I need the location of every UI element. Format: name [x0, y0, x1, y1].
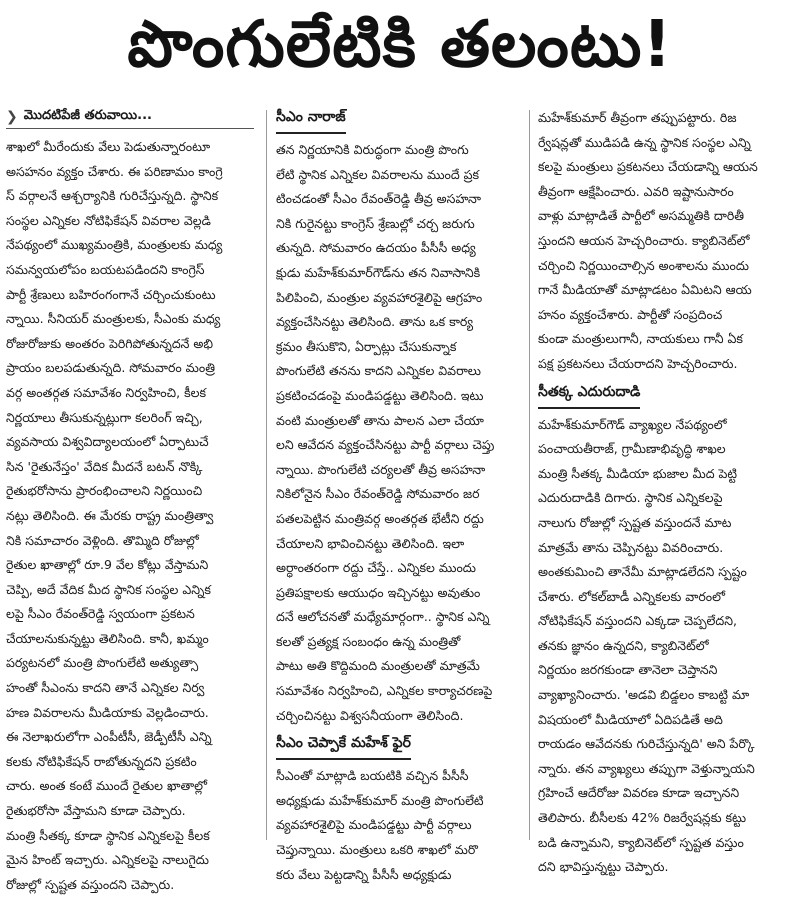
article-line: గానే మీడియాతో మాట్లాడటం ఏమిటని ఆయ — [538, 282, 752, 298]
article-line: ఈ నెలాఖరులోగా ఎంపీటీసీ, జెడ్పీటీసీ ఎన్ని — [6, 729, 212, 745]
article-line: ప్రాయం బలపడుతున్నది. సోమవారం మంత్రి — [6, 360, 216, 376]
article-line: హణ వివరాలను మీడియాకు వెల్లడించారు. — [6, 704, 209, 720]
article-line: వ్యవహారశైలిపై మండిపడ్డట్టు పార్టీ వర్గాలు — [276, 817, 472, 833]
article-line: సీఎంతో మాట్లాడి బయటికి వచ్చిన పీసీసీ — [276, 768, 469, 784]
article-line: దనే ఆలోచనతో మధ్యేమార్గంగా.. స్థానిక ఎన్ని — [276, 609, 490, 625]
article-line: మాత్రమే తాను చెప్పినట్టు వివరించారు. — [538, 539, 724, 555]
article-line: క్రమం తీసుకొని, ఏర్పాట్లు చేసుకున్నాక — [276, 338, 457, 354]
column-3-body-b — [538, 413, 794, 880]
article-line: కలతో ప్రత్యక్ష సంబంధం ఉన్న మంత్రితో — [276, 633, 461, 649]
article-line: న్నాయి. సీనియర్ మంత్రులకు, సీఎంకు మధ్య — [6, 311, 221, 327]
article-line: అర్ధాంతరంగా రద్దు చేస్తే.. ఎన్నికల ముందు — [276, 560, 476, 576]
article-line: మంత్రి సీతక్క మీడియా భుజాల మీద పెట్టి — [538, 465, 738, 481]
article-line: సిన 'రైతునేస్తం' వేదిక మీదనే బటన్ నొక్కి — [6, 458, 203, 474]
article-line: వ్యక్తంచేసినట్టు తెలిసింది. తాను ఒక కార్య — [276, 314, 474, 330]
article-line: రైతుభరోసా వేస్తామని కూడా చెప్పారు. — [6, 803, 186, 819]
article-line: సమావేశం నిర్వహించి, ఎన్నికల కార్యాచరణపై — [276, 683, 493, 699]
article-line: నాలుగు రోజుల్లో స్పష్టత వస్తుందనే మాట — [538, 514, 732, 530]
article-line: స్తుందని ఆయన హెచ్చరించారు. క్యాబినెట్‌లో — [538, 232, 750, 248]
article-line: మైన హింట్ ఇచ్చారు. ఎన్నికలపై నాలుగైదు — [6, 852, 209, 868]
article-line: సంస్థల ఎన్నికల నోటిఫికేషన్ వివరాల వెల్లడి — [6, 212, 211, 228]
article-line: ప్రకటించడంపై మండిపడ్డట్టు తెలిసింది. ఇటు — [276, 387, 484, 403]
subheading-seethakka: సీతక్క ఎదురుదాడి — [538, 382, 640, 409]
article-line: హనం వ్యక్తంచేశారు. పార్టీతో సంప్రదించ — [538, 306, 723, 322]
article-line: నిర్ణయాలు తీసుకున్నట్లుగా కలరింగ్ ఇచ్చి, — [6, 409, 203, 425]
article-line: వ్యవసాయ విశ్వవిద్యాలయంలో ఏర్పాటుచే — [6, 434, 209, 450]
article-line: తనకు జ్ఞానం ఉన్నదని, క్యాబినెట్‌లో — [538, 637, 709, 653]
article-line: నట్లు తెలిసింది. ఈ మేరకు రాష్ట్ర మంత్రిత్వా — [6, 507, 214, 523]
article-line: అంతకుమించి తానేమీ మాట్లాడలేదని స్పష్టం — [538, 564, 747, 580]
article-line: చర్చించినట్టు విశ్వసనీయంగా తెలిసింది. — [276, 707, 464, 723]
article-line: వర్గ అంతర్గత సమావేశం నిర్వహించి, కీలక — [6, 384, 206, 400]
article-line: రోజుల్లో స్పష్టత వస్తుందని చెప్పారు. — [6, 876, 175, 892]
article-line: చారు. అంత కంటే ముందే రైతుల ఖాతాల్లో — [6, 778, 207, 794]
article-line: చెప్పి, అదే వేదిక మీద స్థానిక సంస్థల ఎన్నిక — [6, 581, 211, 597]
article-line: ఎదురుదాడికి దిగారు. స్థానిక ఎన్నికలపై — [538, 490, 723, 506]
article-line: నికిలోనైన సీఎం రేవంత్‌రెడ్డి సోమవారం జర — [276, 486, 480, 502]
article-line: లపై సీఎం రేవంత్‌రెడ్డి స్వయంగా ప్రకటన — [6, 606, 195, 622]
article-line: న్నారు. తన వ్యాఖ్యలు తప్పుగా వెళ్తున్నాయని — [538, 760, 755, 776]
article-line: రోజురోజుకు అంతరం పెరిగిపోతున్నదనే అభి — [6, 335, 214, 351]
article-line: వంటి మంత్రులతో తాను పాలన ఎలా చేయా — [276, 412, 484, 428]
article-line: నికి గురైనట్టు కాంగ్రెస్ శ్రేణుల్లో చర్చ జరుగు — [276, 215, 475, 231]
column-2 — [276, 106, 524, 887]
column-3 — [538, 106, 794, 880]
article-line: తెలిపారు. బీసీలకు 42% రిజర్వేషన్లకు కట్టు — [538, 810, 747, 826]
article-line: నోటిఫికేషన్ వస్తుందని ఎక్కడా చెప్పలేదని, — [538, 613, 737, 629]
article-line: కరు వేలు పెట్టడాన్ని పీసీసీ అధ్యక్షుడు — [276, 866, 452, 882]
article-line: చేయాలని భావించినట్టు తెలిసింది. ఇలా — [276, 535, 465, 551]
article-line: పొంగులేటి తనను కాదని ఎన్నికల వివరాలు — [276, 363, 481, 379]
column-rule — [529, 110, 530, 840]
article-line: ర్వేషన్లతో ముడిపడి ఉన్న స్థానిక సంస్థల ఎన్ని — [538, 134, 751, 150]
article-line: పంచాయతీరాజ్, గ్రామీణాభివృద్ధి శాఖల — [538, 441, 726, 457]
kicker-text: మొదటిపేజీ తరువాయి... — [23, 108, 152, 123]
article-line: నికి సమాచారం వెళ్లింది. తొమ్మిది రోజుల్లో — [6, 532, 199, 548]
article-line: తన నిర్ణయానికి విరుద్ధంగా మంత్రి పొంగు — [276, 142, 469, 157]
article-line: శాఖలో మీరేందుకు వేలు పెడుతున్నారంటూ — [6, 139, 211, 154]
column-1-body — [6, 135, 254, 897]
article-line: నిర్ణయం జరగకుండా తానెలా చెప్తానని — [538, 662, 718, 678]
article-line: తీవ్రంగా ఆక్షేపించారు. ఎవరి ఇష్టానుసారం — [538, 183, 734, 199]
column-2-body-a — [276, 138, 524, 728]
article-line: న్నాయి. పొంగులేటి చర్యలతో తీవ్ర అసహనా — [276, 461, 486, 477]
article-line: సమన్వయలోపం బయటపడిందని కాంగ్రెస్ — [6, 261, 205, 277]
column-2-body-b — [276, 764, 524, 887]
article-line: హంతో సీఎంను కాదని తానే ఎన్నికల నిర్వ — [6, 680, 205, 696]
article-line: గ్రహించే ఆదేరోజు వివరణ కూడా ఇచ్చానని — [538, 785, 740, 801]
column-1 — [6, 106, 254, 897]
article-line: మంత్రి సీతక్క కూడా స్థానిక ఎన్నికలపై కీలక — [6, 827, 210, 843]
continuation-kicker — [6, 106, 254, 129]
article-line: కలకు నోటిఫికేషన్ రాబోతున్నదని ప్రకటిం — [6, 753, 197, 769]
article-line: వాళ్లు మాట్లాడితే పార్టీలో అసమ్మతికి దారితీ — [538, 208, 745, 224]
article-line: క్షుడు మహేశ్‌కుమార్‌గౌడ్‌ను తన నివాసానికి — [276, 264, 481, 280]
article-line: చర్చించి నిర్ణయించాల్సిన అంశాలను ముందు — [538, 257, 749, 273]
article-line: మహేశ్‌కుమార్‌గౌడ్ వ్యాఖ్యల నేపథ్యంలో — [538, 416, 727, 432]
article-line: అసహనం వ్యక్తం చేశారు. ఈ పరిణామం కాంగ్రె — [6, 163, 223, 179]
article-line: పతలపెట్టిన మంత్రివర్గ అంతర్గత భేటీని రద్దు — [276, 510, 484, 526]
article-line: రైతుభరోసాను ప్రారంభించాలని నిర్ణయించి — [6, 483, 203, 499]
article-line: టించడంతో సీఎం రేవంత్‌రెడ్డి తీవ్ర అసహనా — [276, 191, 481, 207]
article-line: పర్యటనలో మంత్రి పొంగులేటి అత్యుత్సా — [6, 655, 199, 671]
article-line: తున్నది. సోమవారం ఉదయం పీసీసీ అధ్య — [276, 240, 476, 256]
article-line: స్ వర్గాలనే ఆశ్చర్యానికి గురిచేస్తున్నది. స్థానిక — [6, 188, 219, 204]
article-line: అధ్యక్షుడు మహేశ్‌కుమార్ మంత్రి పొంగులేటి — [276, 792, 484, 808]
subheading-cm-naraj: సీఎం నారాజ్ — [276, 107, 346, 134]
column-rule — [266, 110, 267, 840]
article-line: విషయంలో మీడియాలో ఏదిపడితే అది — [538, 711, 723, 727]
article-line: కుండా మంత్రులుగానీ, నాయకులు గానీ ఏక — [538, 331, 743, 347]
article-line: బడి ఉన్నామని, క్యాబినెట్‌లో స్పష్టత వస్తుం — [538, 834, 744, 850]
article-line: లేటి స్థానిక ఎన్నికల వివరాలను ముందే ప్రక — [276, 166, 480, 182]
article-line: రైతుల ఖాతాల్లో రూ.9 వేల కోట్లు వేస్తామని — [6, 557, 209, 573]
article-line: నేపథ్యంలో ముఖ్యమంత్రికి, మంత్రులకు మధ్య — [6, 237, 223, 253]
article-line: చెప్తున్నాయి. మంత్రులు ఒకరి శాఖలో మరొ — [276, 842, 478, 858]
article-line: దని భావిస్తున్నట్టు చెప్పారు. — [538, 859, 669, 875]
article-line: పార్టీ శ్రేణులు బహిరంగంగానే చర్చించుకుంటు — [6, 286, 216, 302]
article-line: వ్యాఖ్యానించారు. 'అడవి బిడ్డలం కాబట్టి మా — [538, 687, 750, 703]
article-line: పక్ష ప్రకటనలు చేయరాదని హెచ్చరించారు. — [538, 355, 738, 371]
article-line: పిలిపించి, మంత్రుల వ్యవహారశైలిపై ఆగ్రహం — [276, 289, 483, 305]
article-line: మహేశ్‌కుమార్ తీవ్రంగా తప్పుపట్టారు. రిజ — [538, 110, 737, 125]
article-line: ప్రతిపక్షాలకు ఆయుధం ఇచ్చినట్టు అవుతుం — [276, 584, 481, 600]
article-line: పాటు అతి కొద్దిమంది మంత్రులతో మాత్రమే — [276, 658, 480, 674]
column-3-body-a — [538, 106, 794, 377]
subheading-mahesh-fire: సీఎం చెప్పాకే మహేశ్ ఫైర్ — [276, 733, 411, 760]
article-line: కలపై మంత్రులు ప్రకటనలు చేయడాన్ని ఆయన — [538, 159, 758, 175]
chevron-right-icon: ❯ — [6, 109, 18, 125]
article-line: లని ఆవేదన వ్యక్తంచేసినట్టు పార్టీ వర్గాలు చెప్తు — [276, 437, 495, 453]
article-line: చేశారు. లోకల్‌బాడీ ఎన్నికలకు వారంలో — [538, 588, 725, 604]
article-line: చేయాలనుకున్నట్టు తెలిసింది. కానీ, ఖమ్మం — [6, 630, 209, 646]
article-line: రాయడం ఆవేదనకు గురిచేస్తున్నది' అని పేర్కొ — [538, 736, 755, 752]
headline: పొంగులేటికి తలంటు! — [127, 7, 673, 82]
